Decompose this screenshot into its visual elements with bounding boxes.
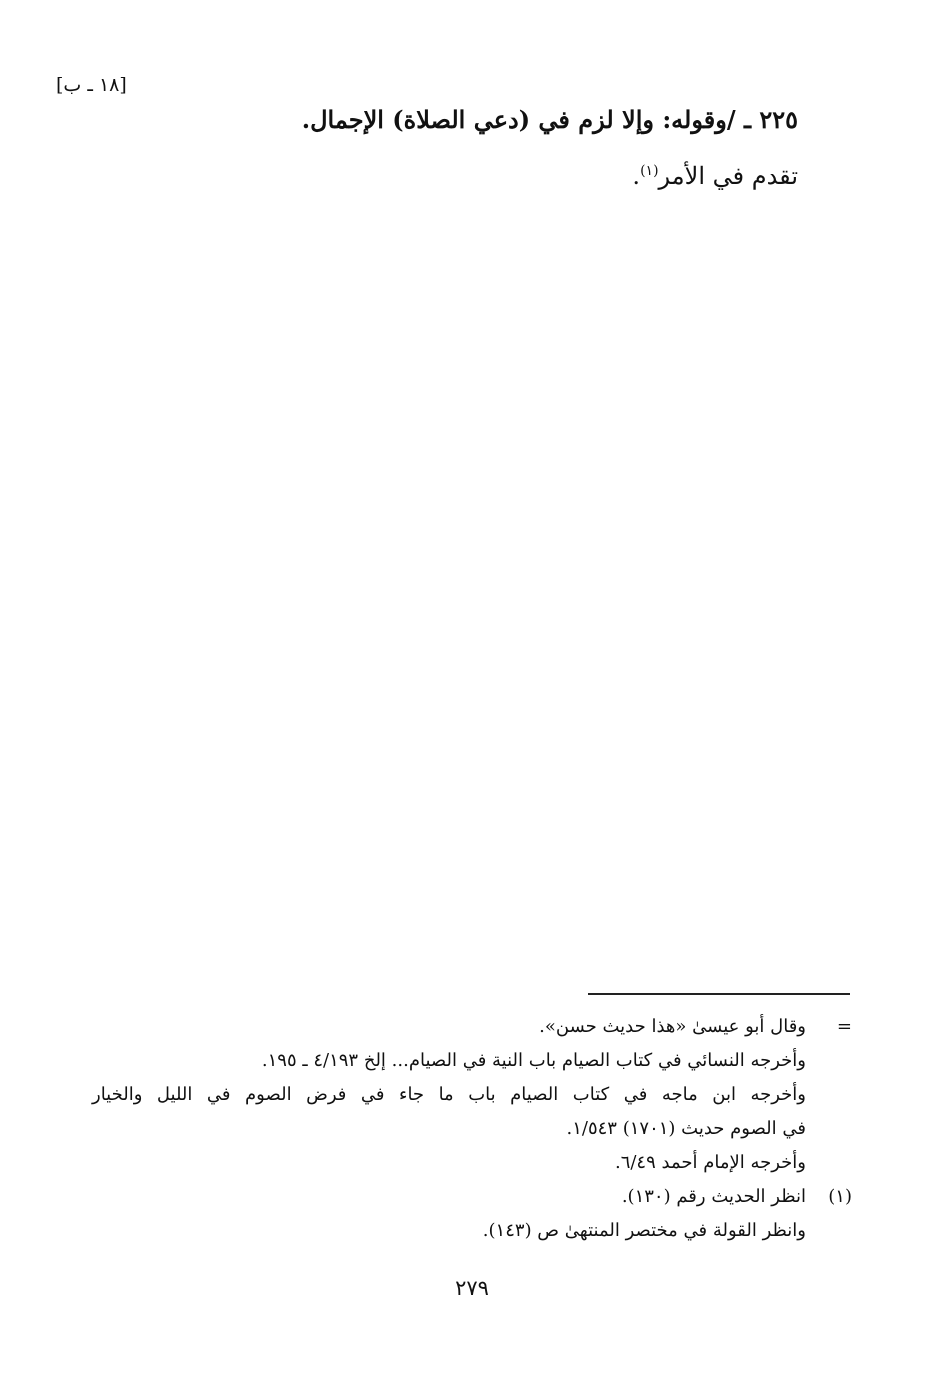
footnote-line <box>92 1044 852 1078</box>
footnotes-block <box>92 1010 852 1248</box>
manuscript-folio-reference: [١٨ ـ ب] <box>56 74 127 96</box>
entry-body-text: تقدم في الأمر <box>658 162 798 190</box>
footnote-line <box>92 1078 852 1112</box>
footnote-text: وأخرجه النسائي في كتاب الصيام باب النية في الصيام... إلخ ٤/١٩٣ ـ ١٩٥. <box>261 1050 806 1071</box>
footnote-line <box>92 1010 852 1044</box>
footnote-text: وقال أبو عيسىٰ «هذا حديث حسن». <box>539 1016 806 1037</box>
footnote-line <box>92 1180 852 1214</box>
footnote-line <box>92 1214 852 1248</box>
main-text-block <box>238 92 798 204</box>
footnote-continuation-marker: = <box>836 1016 852 1037</box>
footnote-reference-mark: (١) <box>640 163 659 179</box>
footnote-number: (١) <box>828 1186 852 1207</box>
footnote-line <box>92 1112 852 1146</box>
footnote-text: وانظر القولة في مختصر المنتهىٰ ص (١٤٣). <box>482 1220 806 1241</box>
page-number: ٢٧٩ <box>455 1276 489 1300</box>
footnote-line <box>92 1146 852 1180</box>
footnote-text: في الصوم حديث (١٧٠١) ١/٥٤٣. <box>566 1118 806 1139</box>
footnote-separator-rule <box>588 993 850 995</box>
footnote-text: انظر الحديث رقم (١٣٠). <box>621 1186 806 1207</box>
entry-body-line <box>238 148 798 204</box>
entry-heading: ٢٢٥ ـ /وقوله: وإلا لزم في (دعي الصلاة) الإجمال. <box>301 105 798 134</box>
entry-body-period: . <box>632 162 641 190</box>
footnote-text: وأخرجه ابن ماجه في كتاب الصيام باب ما جاء في فرض الصوم في الليل والخيار <box>92 1084 806 1105</box>
footnote-text: وأخرجه الإمام أحمد ٦/٤٩. <box>614 1152 806 1173</box>
